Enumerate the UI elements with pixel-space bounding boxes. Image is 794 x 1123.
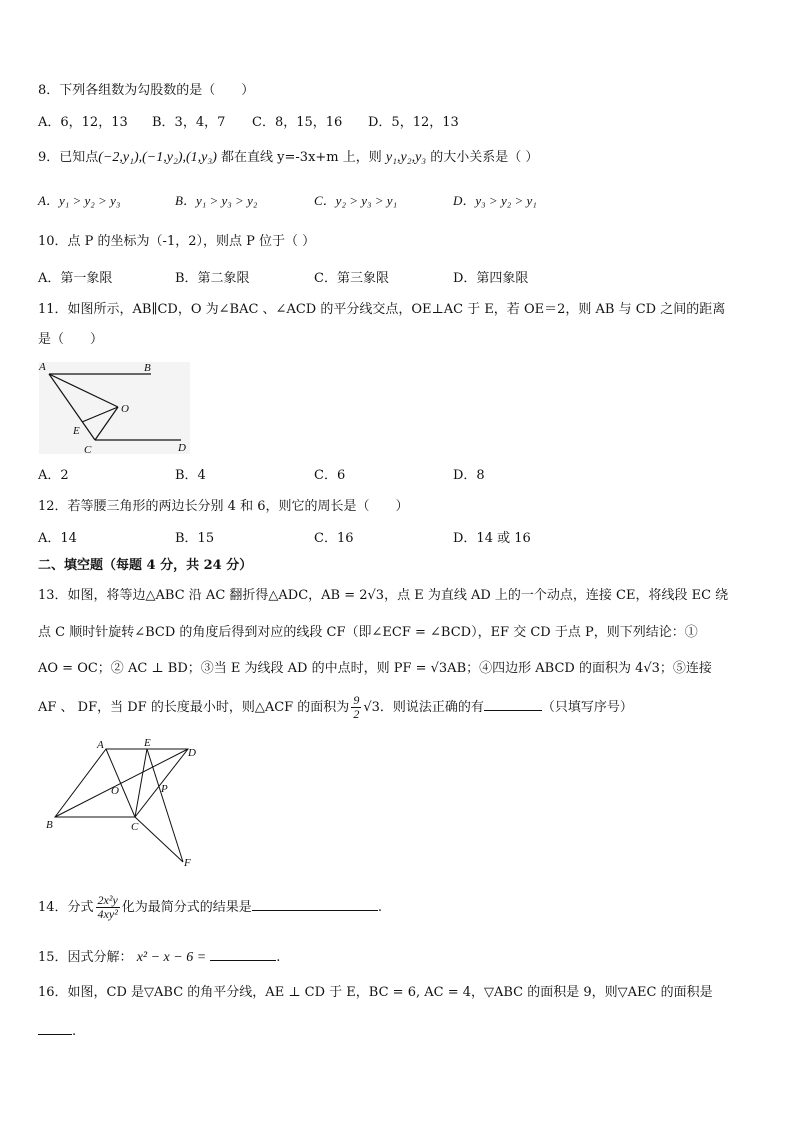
q13-line4 (38, 690, 633, 726)
q15-stem (38, 946, 280, 967)
q12-stem: 12．若等腰三角形的两边长分别 4 和 6，则它的周长是（ ） (38, 499, 409, 514)
q11-label-b: B (144, 362, 151, 374)
q13-line3: AO = OC；② AC ⊥ BD；③当 E 为线段 AD 的中点时，则 PF = √3AB；④四边形 ABCD 的面积为 4√3；⑤连接 (38, 661, 712, 676)
q13-label-a: A (97, 739, 104, 751)
q13-label-p: P (161, 783, 168, 795)
q13-line2: 点 C 顺时针旋转∠BCD 的角度后得到对应的线段 CF（即∠ECF = ∠BCD），EF 交 CD 于点 P，则下列结论：① (38, 625, 698, 640)
q9-middle: 都在直线 y=-3x+m 上，则 (221, 150, 382, 165)
q10-option-c: C．第三象限 (314, 271, 389, 286)
q9-option-d: D．y₃ > y₂ > y₁ (453, 193, 537, 208)
q11-stem-line2: 是（ ） (38, 332, 104, 347)
q11-label-a: A (39, 361, 46, 373)
q13-label-f: F (184, 857, 191, 869)
q14-stem (38, 890, 382, 926)
q8-stem: 8．下列各组数为勾股数的是（ ） (38, 83, 255, 98)
q14-answer-blank[interactable] (252, 896, 378, 911)
q16-line1: 16．如图，CD 是▽ABC 的角平分线，AE ⊥ CD 于 E，BC = 6, AC = 4，▽ABC 的面积是 9，则▽AEC 的面积是 (38, 985, 713, 1000)
q11-option-b: B．4 (175, 468, 206, 483)
q9-stem (38, 149, 538, 167)
q13-answer-blank[interactable] (484, 696, 542, 711)
q14-end: . (377, 900, 382, 915)
q15-expression: x² − x − 6 = (136, 950, 207, 965)
q14-post: 化为最简分式的结果是 (121, 900, 252, 915)
q12-option-b: B．15 (175, 531, 215, 546)
q10-option-a: A．第一象限 (38, 271, 113, 286)
q13-figure (38, 735, 208, 870)
q15-answer-blank[interactable] (210, 946, 276, 961)
q8-option-b: B．3，4，7 (152, 115, 226, 130)
q8-option-c: C．8，15，16 (252, 115, 343, 130)
q14-pre: 14．分式 (38, 900, 94, 915)
q10-stem: 10．点 P 的坐标为（-1，2），则点 P 位于（ ） (38, 234, 316, 249)
q13-line1: 13．如图，将等边△ABC 沿 AC 翻折得△ADC，AB = 2√3，点 E 为直线 AD 上的一个动点，连接 CE，将线段 EC 绕 (38, 588, 729, 603)
q10-option-d: D．第四象限 (453, 271, 529, 286)
q14-fraction-numerator: 2x²y (97, 893, 118, 907)
q12-option-c: C．16 (314, 531, 354, 546)
q13-line4-end: （只填写序号） (541, 700, 633, 715)
q11-label-c: C (84, 444, 92, 456)
q12-option-a: A．14 (38, 531, 77, 546)
q16-answer-blank[interactable] (38, 1020, 72, 1035)
q13-fraction (351, 694, 361, 721)
q14-fraction-denominator: 4xy² (97, 907, 118, 921)
q9-option-b: B．y₁ > y₃ > y₂ (175, 193, 258, 208)
q9-points: (−2,y₁),(−1,y₂),(1,y₃) (98, 150, 217, 165)
q8-option-a: A．6，12，13 (38, 115, 128, 130)
q11-label-e: E (73, 425, 80, 437)
q15-pre: 15．因式分解： (38, 950, 133, 965)
q16-line2-end: . (72, 1024, 77, 1039)
q16-line2 (38, 1020, 76, 1041)
q13-line4-pre: AF 、 DF，当 DF 的长度最小时，则△ACF 的面积为 (38, 700, 350, 715)
q9-vars: y₁,y₂,y₃ (385, 150, 427, 165)
q9-option-a: A．y₁ > y₂ > y₃ (38, 193, 121, 208)
q13-fraction-denominator: 2 (353, 707, 360, 721)
q13-label-b: B (46, 819, 53, 831)
q14-fraction (96, 894, 120, 921)
q10-option-b: B．第二象限 (175, 271, 250, 286)
q11-option-a: A．2 (38, 468, 69, 483)
section-fill-in-heading: 二、填空题（每题 4 分，共 24 分） (38, 558, 253, 573)
q13-fraction-numerator: 9 (353, 693, 360, 707)
q11-label-d: D (178, 442, 186, 454)
q13-line4-post: √3．则说法正确的有 (363, 700, 484, 715)
q13-line-bd (55, 749, 188, 817)
q9-prefix: 9．已知点 (38, 150, 99, 165)
q13-label-d: D (188, 747, 196, 759)
q13-label-e: E (144, 737, 151, 749)
q13-label-o: O (111, 785, 119, 797)
q9-suffix: 的大小关系是（ ） (430, 150, 539, 165)
q11-figure (38, 358, 192, 456)
q15-end: . (276, 950, 281, 965)
q12-option-d: D．14 或 16 (453, 531, 531, 546)
q8-option-d: D．5，12，13 (368, 115, 459, 130)
q11-label-o: O (121, 403, 129, 415)
q11-option-d: D．8 (453, 468, 485, 483)
q11-option-c: C．6 (314, 468, 346, 483)
q9-option-c: C．y₂ > y₃ > y₁ (314, 193, 398, 208)
q13-line-ec (135, 749, 147, 817)
q11-stem-line1: 11．如图所示，AB∥CD，O 为∠BAC 、∠ACD 的平分线交点，OE⊥AC 于 E，若 OE＝2，则 AB 与 CD 之间的距离 (38, 302, 726, 317)
q13-label-c: C (131, 821, 139, 833)
